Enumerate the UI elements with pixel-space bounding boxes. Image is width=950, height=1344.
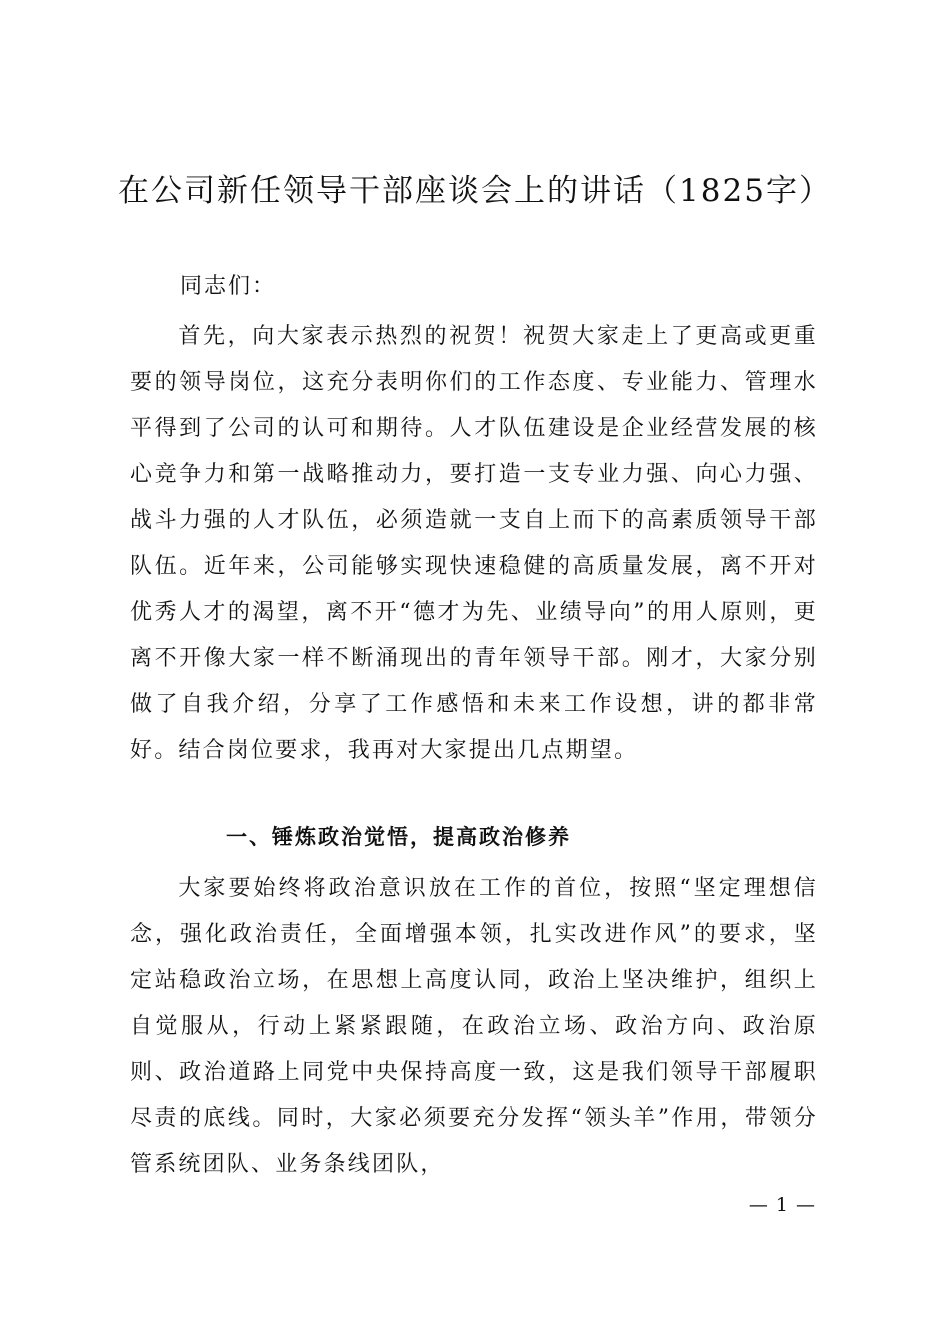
document-title: 在公司新任领导干部座谈会上的讲话（1825字）	[118, 173, 832, 209]
salutation: 同志们：	[180, 274, 277, 299]
page-number: — 1 —	[748, 1194, 816, 1216]
body-paragraph-1: 首先，向大家表示热烈的祝贺！祝贺大家走上了更高或更重要的领导岗位，这充分表明你们的工作态度、专业能力、管理水平得到了公司的认可和期待。人才队伍建设是企业经营发展的核心竞争力和第一战略推动力，要打造一支专业力强、向心力强、战斗力强的人才队伍，必须造就一支自上而下的高素质领导干部队伍。近年来，公司能够实现快速稳健的高质量发展，离不开对优秀人才的渴望，离不开“德才为先、业绩导向”的用人原则，更离不开像大家一样不断涌现出的青年领导干部。刚才，大家分别做了自我介绍，分享了工作感悟和未来工作设想，讲的都非常好。结合岗位要求，我再对大家提出几点期望。	[130, 324, 818, 763]
section-heading-1: 一、锤炼政治觉悟，提高政治修养	[226, 825, 571, 849]
body-paragraph-2: 大家要始终将政治意识放在工作的首位，按照“坚定理想信念，强化政治责任，全面增强本领，扎实改进作风”的要求，坚定站稳政治立场，在思想上高度认同，政治上坚决维护，组织上自觉服从，行动上紧紧跟随，在政治立场、政治方向、政治原则、政治道路上同党中央保持高度一致，这是我们领导干部履职尽责的底线。同时，大家必须要充分发挥“领头羊”作用，带领分管系统团队、业务条线团队，	[130, 876, 818, 1177]
